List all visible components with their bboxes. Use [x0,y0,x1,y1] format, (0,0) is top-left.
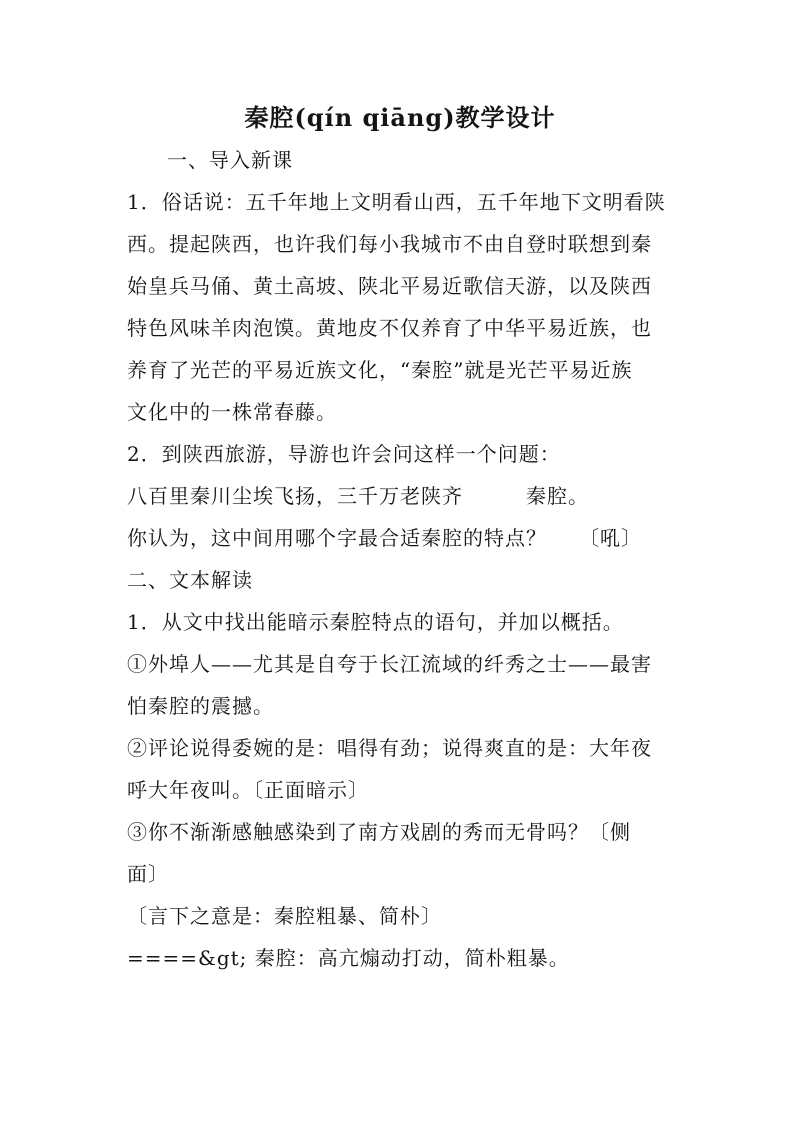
paragraph-line: 养育了光芒的平易近族文化，“秦腔”就是光芒平易近族 [127,358,633,382]
paragraph-line: 特色风味羊肉泡馍。黄地皮不仅养育了中华平易近族，也 [127,316,652,340]
document-body [127,139,727,979]
intro-paragraph-2 [127,433,727,559]
paragraph-line: 呼大年夜叫。〔正面暗示〕 [127,778,369,802]
paragraph-line: 始皇兵马俑、黄土高坡、陕北平易近歌信天游，以及陕西 [127,274,652,298]
analysis-conclusion: ====&gt; 秦腔：高亢煽动打动，简朴粗暴。 [127,946,570,970]
question-line: 你认为，这中间用哪个字最合适秦腔的特点？ 〔吼〕 [127,526,642,550]
paragraph-line: ②评论说得委婉的是：唱得有劲；说得爽直的是：大年夜 [127,736,652,760]
paragraph-line: 2．到陕西旅游，导游也许会问这样一个问题： [127,442,561,466]
section-heading-analysis: 二、文本解读 [127,568,253,592]
paragraph-line: 1．俗话说：五千年地上文明看山西，五千年地下文明看陕 [127,190,666,214]
intro-paragraph-1 [127,181,727,433]
document-title: 秦腔(qín qiāng)教学设计 [244,103,556,132]
paragraph-line: ①外埠人——尤其是自夸于长江流域的纤秀之士——最害 [127,652,652,676]
analysis-point-2 [127,727,727,811]
analysis-point-3 [127,811,727,895]
analysis-task: 1．从文中找出能暗示秦腔特点的语句，并加以概括。 [127,610,624,634]
fill-in-blank-line: 八百里秦川尘埃飞扬，三千万老陕齐 秦腔。 [127,484,589,508]
analysis-implication: 〔言下之意是：秦腔粗暴、简朴〕 [127,904,442,928]
paragraph-line: 面〕 [127,862,169,886]
section-heading-intro: 一、导入新课 [167,148,293,172]
paragraph-line: 文化中的一株常春藤。 [127,400,337,424]
paragraph-line: ③你不渐渐感触感染到了南方戏剧的秀而无骨吗？〔侧 [127,820,631,844]
analysis-point-1 [127,643,727,727]
paragraph-line: 怕秦腔的震撼。 [127,694,274,718]
paragraph-line: 西。提起陕西，也许我们每小我城市不由自登时联想到秦 [127,232,652,256]
